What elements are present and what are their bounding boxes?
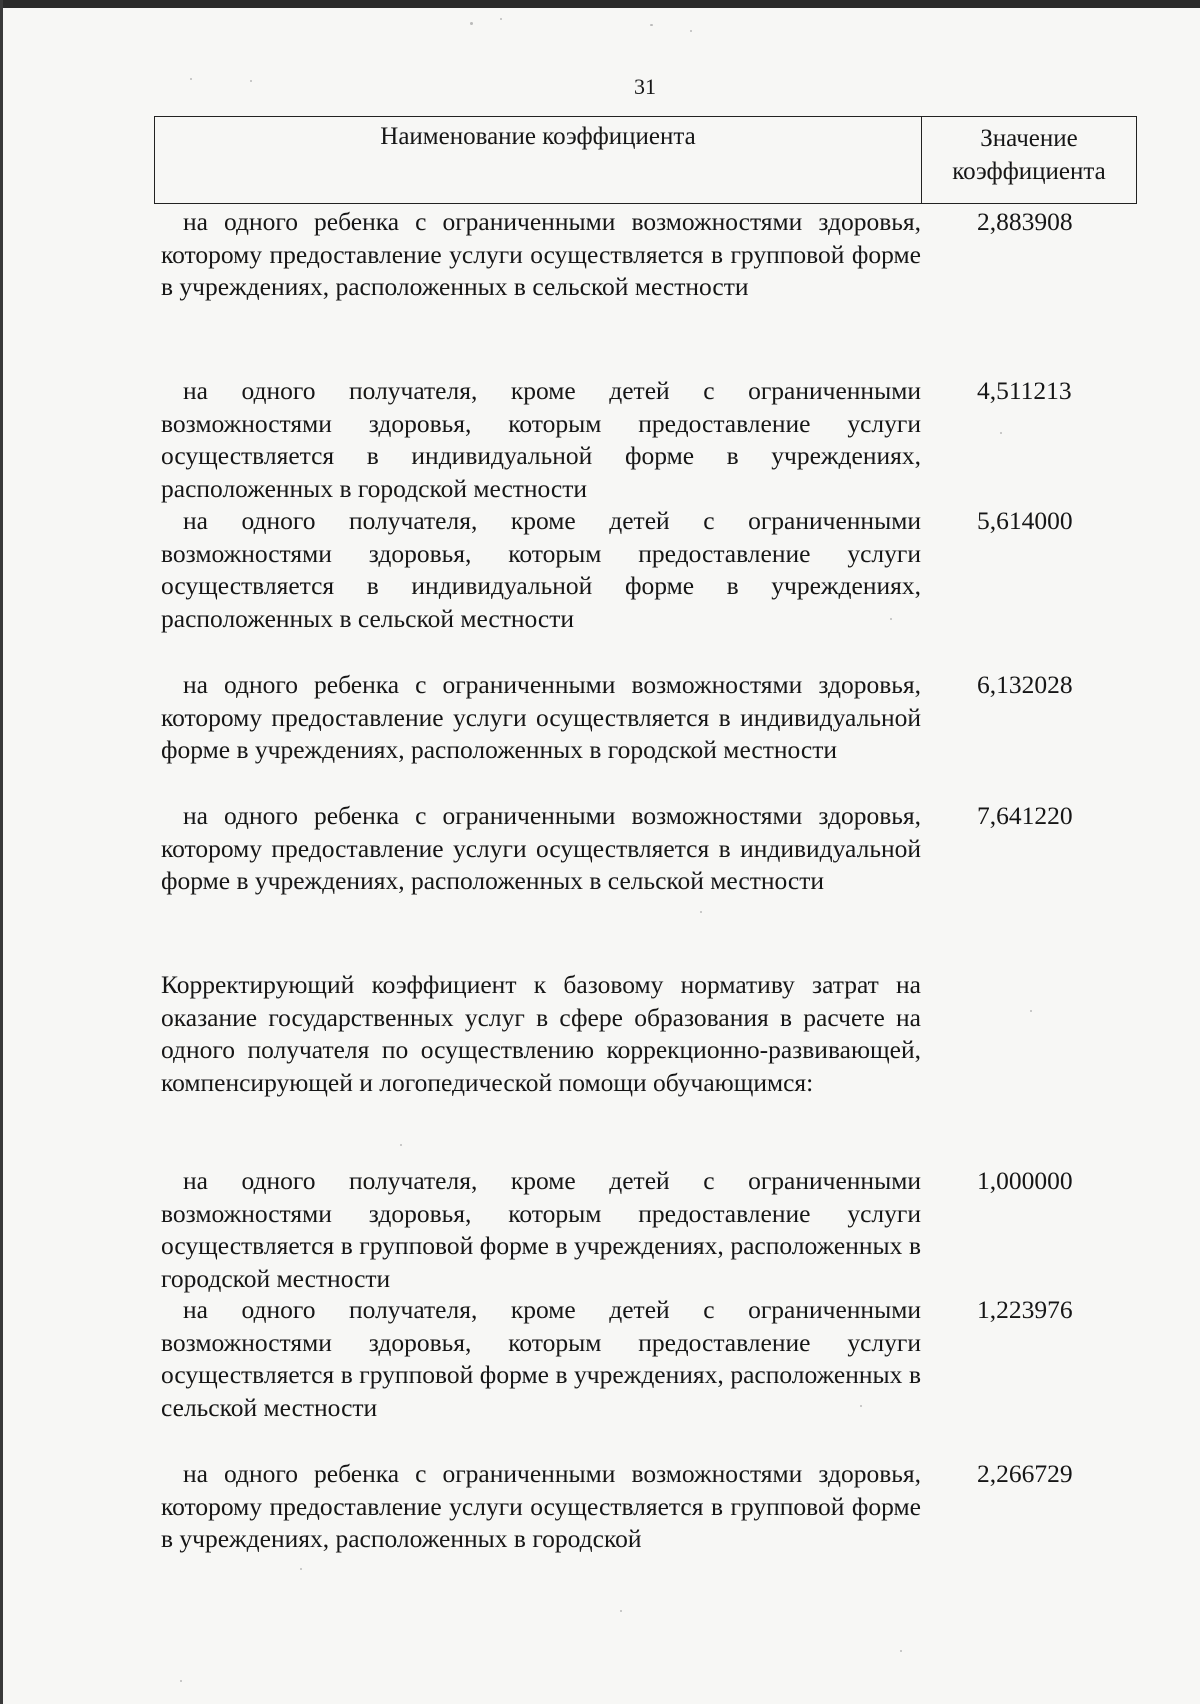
column-header-value-line1: Значение <box>980 125 1078 152</box>
coefficient-row-text: на одного получателя, кроме детей с ограниченными возможностями здоровья, которым предоставление услуги осуществляется в индивидуальной форме в учреждениях, расположенных в сельской местности <box>161 506 921 633</box>
column-header-value <box>922 117 1136 203</box>
scan-left-edge <box>0 0 3 1704</box>
coefficient-row-text: на одного получателя, кроме детей с ограниченными возможностями здоровья, которым предоставление услуги осуществляется в групповой форме в учреждениях, расположенных в сельской местности <box>161 1295 921 1422</box>
coefficient-row-value: 4,511213 <box>977 376 1072 405</box>
coefficient-row-value: 7,641220 <box>977 801 1073 830</box>
coefficient-row-text: на одного ребенка с ограниченными возможностями здоровья, которому предоставление услуги осуществляется в групповой форме в учреждениях, расположенных в сельской местности <box>161 207 921 301</box>
scan-top-edge <box>0 0 1200 8</box>
column-header-value-line2: коэффициента <box>952 158 1106 185</box>
coefficient-row-value: 2,883908 <box>977 207 1073 236</box>
coefficient-row-value: 1,223976 <box>977 1295 1073 1324</box>
coefficient-row-value: 1,000000 <box>977 1166 1073 1195</box>
coefficient-row-text: на одного получателя, кроме детей с ограниченными возможностями здоровья, которым предоставление услуги осуществляется в индивидуальной форме в учреждениях, расположенных в городской местности <box>161 376 921 503</box>
coefficient-row-text: на одного ребенка с ограниченными возможностями здоровья, которому предоставление услуги осуществляется в групповой форме в учреждениях, расположенных в городской <box>161 1459 921 1553</box>
page-number: 31 <box>634 74 656 99</box>
coefficient-row-value: 5,614000 <box>977 506 1073 535</box>
coefficient-row-value: 6,132028 <box>977 670 1073 699</box>
section-heading: Корректирующий коэффициент к базовому нормативу затрат на оказание государственных услуг в сфере образования в расчете на одного получателя по осуществлению коррекционно-развивающей, компенсирующей и логопедической помощи обучающимся: <box>161 970 921 1097</box>
coefficient-row-text: на одного ребенка с ограниченными возможностями здоровья, которому предоставление услуги осуществляется в индивидуальной форме в учреждениях, расположенных в сельской местности <box>161 801 921 895</box>
column-header-name: Наименование коэффициента <box>155 117 922 203</box>
table-header <box>154 116 1137 204</box>
coefficient-row-text: на одного ребенка с ограниченными возможностями здоровья, которому предоставление услуги осуществляется в индивидуальной форме в учреждениях, расположенных в городской местности <box>161 670 921 764</box>
coefficient-row-text: на одного получателя, кроме детей с ограниченными возможностями здоровья, которым предоставление услуги осуществляется в групповой форме в учреждениях, расположенных в городской местности <box>161 1166 921 1293</box>
coefficient-row-value: 2,266729 <box>977 1459 1073 1488</box>
